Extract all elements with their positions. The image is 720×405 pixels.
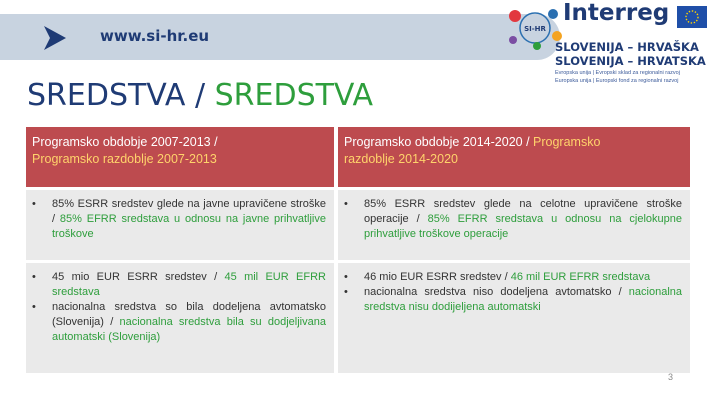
header-left-line-2: Programsko razdoblje 2007-2013 (32, 152, 217, 166)
logo-brand: Interreg (563, 0, 670, 26)
list-item: • nacionalna sredstva so bila dodeljena avtomatsko (Slovenija) / nacionalna sredstva bila su dodjeljivana automatski (Slovenija) (52, 300, 326, 345)
header-right-part-2: Programsko (533, 135, 601, 149)
arrow-right-icon (42, 24, 70, 52)
cell-cofinancing-2014-2020 (338, 187, 690, 260)
cell-funds-2007-2013 (26, 260, 334, 373)
title-part-2: SREDSTVA (214, 78, 374, 113)
page-title (27, 78, 373, 113)
eu-flag-icon (677, 6, 707, 28)
page-number: 3 (668, 372, 674, 382)
header-period-2014-2020 (338, 127, 690, 187)
header-right-part-1: Programsko obdobje 2014-2020 / (344, 135, 534, 149)
list-item: • 85% ESRR sredstev glede na celotne upravičene stroške operacije / 85% EFRR sredstava u odnosu na cjelokupne prihvatljive troškove operacije (364, 197, 682, 242)
cell-cofinancing-2007-2013 (26, 187, 334, 260)
list-item: • nacionalna sredstva niso dodeljena avtomatsko / nacionalna sredstva nisu dodijeljena automatski (364, 285, 682, 315)
url-band (0, 14, 560, 60)
logo-badge: SI-HR (524, 25, 546, 33)
logo-line-1: SLOVENIJA – HRVAŠKA (555, 40, 699, 54)
logo-line-2: SLOVENIJA – HRVATSKA (555, 54, 706, 68)
list-item: • 45 mio EUR ESRR sredstev / 45 mil EUR EFRR sredstava (52, 270, 326, 300)
comparison-table (22, 127, 694, 373)
logo-subtitle-1: Evropska unija | Evropski sklad za regionalni razvoj (555, 70, 680, 76)
header-right-part-3: razdoblje 2014-2020 (344, 152, 458, 166)
list-item: • 46 mio EUR ESRR sredstev / 46 mil EUR EFRR sredstava (364, 270, 682, 285)
header-left-line-1: Programsko obdobje 2007-2013 / (32, 135, 218, 149)
header-period-2007-2013 (26, 127, 334, 187)
logo-subtitle-2: Europska unija | Europski fond za regionalni razvoj (555, 78, 679, 84)
website-url[interactable]: www.si-hr.eu (100, 27, 210, 45)
interreg-logo (505, 2, 717, 94)
cell-funds-2014-2020 (338, 260, 690, 373)
list-item: • 85% ESRR sredstev glede na javne upravičene stroške / 85% EFRR sredstava u odnosu na javne prihvatljive troškove (52, 197, 326, 242)
title-part-1: SREDSTVA / (27, 78, 215, 113)
